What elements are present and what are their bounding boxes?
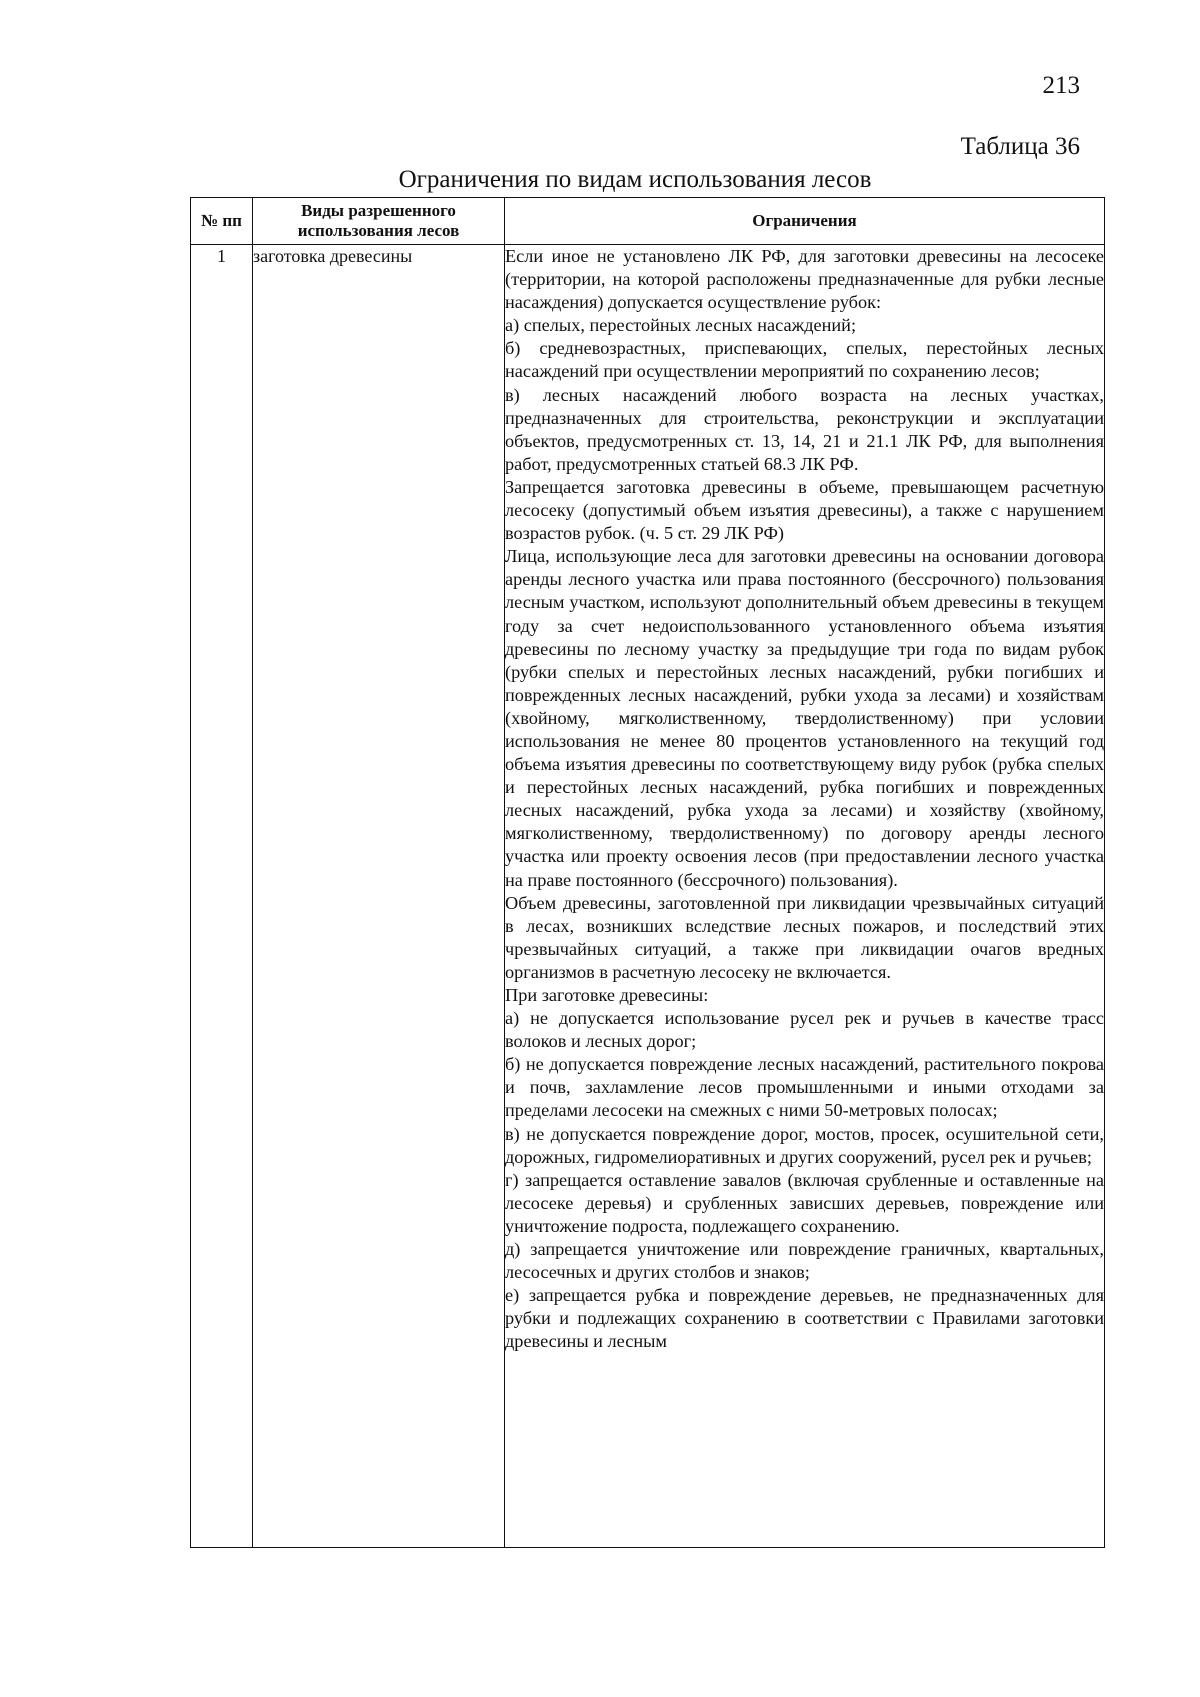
restriction-paragraph: в) лесных насаждений любого возраста на лесных участках, предназначенных для строительства, реконструкции и эксплуатации объектов, предусмотренных ст. 13, 14, 21 и 21.1 ЛК РФ, для выполнения работ, предусмотренных статьей 68.3 ЛК РФ. [505,384,1104,474]
row-number: 1 [191,245,253,1548]
restriction-paragraph: Запрещается заготовка древесины в объеме, превышающем расчетную лесосеку (допустимый объем изъятия древесины), а также с нарушением возрастов рубок. (ч. 5 ст. 29 ЛК РФ) [505,476,1104,544]
header-number: № пп [191,198,253,245]
row-use-type: заготовка древесины [253,245,505,1548]
restriction-paragraph: д) запрещается уничтожение или повреждение граничных, квартальных, лесосечных и других столбов и знаков; [505,1239,1104,1283]
restriction-paragraph: Лица, использующие леса для заготовки древесины на основании договора аренды лесного участка или права постоянного (бессрочного) пользования лесным участком, используют дополнительный объем древесины в текущем году за счет недоиспользованного установленного объема изъятия древесины по лесному участку за предыдущие три года по видам рубок (рубки спелых и перестойных лесных насаждений, рубки погибших и поврежденных лесных насаждений, рубки ухода за лесами) и хозяйствам (хвойному, мягколиственному, твердолиственному) при условии использования не менее 80 процентов установленного на текущий год объема изъятия древесины по соответствующему виду рубок (рубка спелых и перестойных лесных насаждений, рубка погибших и поврежденных лесных насаждений, рубка ухода за лесами) и хозяйству (хвойному, мягколиственному, твердолиственному) по договору аренды лесного участка или проекту освоения лесов (при предоставлении лесного участка на праве постоянного (бессрочного) пользования). [505,546,1104,890]
restriction-paragraph: Объем древесины, заготовленной при ликвидации чрезвычайных ситуаций в лесах, возникших вследствие лесных пожаров, и последствий этих чрезвычайных ситуаций, а также при ликвидации очагов вредных организмов в расчетную лесосеку не включается. [505,892,1104,982]
page-number: 213 [1042,72,1080,99]
restriction-paragraph: При заготовке древесины: [505,985,709,1005]
restriction-paragraph: Если иное не установлено ЛК РФ, для заготовки древесины на лесосеке (территории, на которой расположены предназначенные для рубки лесные насаждения) допускается осуществление рубок: [505,246,1104,313]
restriction-paragraph: а) не допускается использование русел рек и ручьев в качестве трасс волоков и лесных дорог; [505,1008,1104,1052]
restriction-paragraph: в) не допускается повреждение дорог, мостов, просек, осушительной сети, дорожных, гидромелиоративных и других сооружений, русел рек и ручьев; [505,1123,1104,1167]
row-restrictions [505,245,1105,1548]
restriction-paragraph: б) не допускается повреждение лесных насаждений, растительного покрова и почв, захламление лесов промышленными и иными отходами за пределами лесосеки на смежных с ними 50-метровых полосах; [505,1054,1104,1121]
restriction-paragraph: е) запрещается рубка и повреждение деревьев, не предназначенных для рубки и подлежащих сохранению в соответствии с Правилами заготовки древесины и лесным [505,1285,1104,1352]
table-row [191,245,1105,1548]
table-title: Ограничения по видам использования лесов [398,166,872,193]
header-use-type: Виды разрешенного использования лесов [253,198,505,245]
header-restrictions: Ограничения [505,198,1105,245]
restriction-paragraph: г) запрещается оставление завалов (включая срубленные и оставленные на лесосеке деревья) и срубленных зависших деревьев, повреждение или уничтожение подроста, подлежащего сохранению. [505,1169,1104,1236]
table-label: Таблица 36 [960,133,1080,160]
restriction-paragraph: б) средневозрастных, приспевающих, спелых, перестойных лесных насаждений при осуществлении мероприятий по сохранению лесов; [505,338,1104,382]
table-header-row [191,198,1105,245]
restriction-paragraph: а) спелых, перестойных лесных насаждений; [505,315,857,336]
restrictions-table [190,197,1105,1548]
